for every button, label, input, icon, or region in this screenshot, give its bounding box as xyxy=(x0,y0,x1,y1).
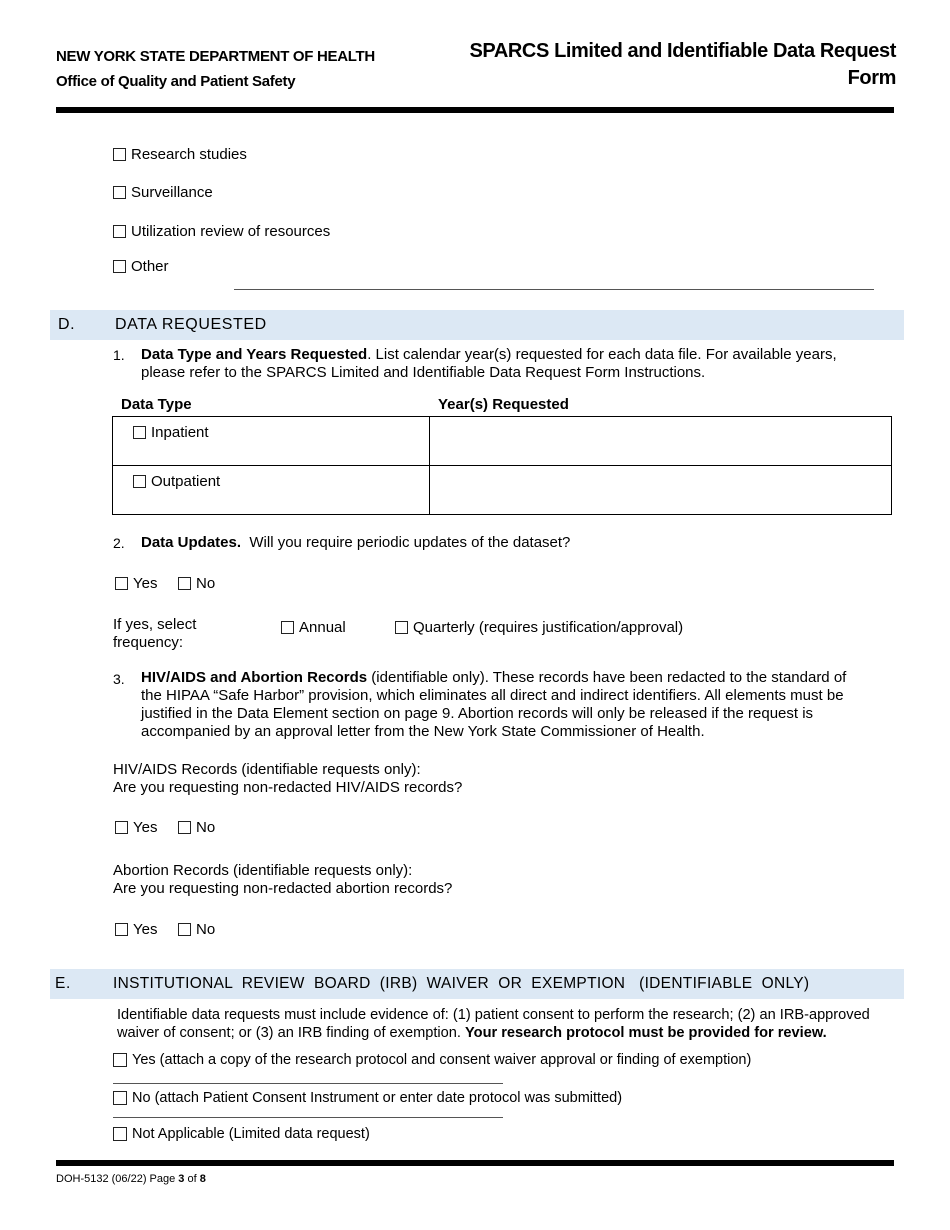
purpose-research[interactable] xyxy=(113,146,247,163)
outpatient-label: Outpatient xyxy=(151,473,221,490)
page-of: of xyxy=(184,1173,200,1185)
research-studies-checkbox[interactable] xyxy=(113,148,126,161)
frequency-annual[interactable] xyxy=(281,619,346,636)
hiv-yes-label: Yes xyxy=(133,819,158,836)
frequency-quarterly[interactable] xyxy=(395,619,683,636)
page-number: 3 xyxy=(178,1173,185,1185)
inpatient-label: Inpatient xyxy=(151,424,209,441)
irb-na-label: Not Applicable (Limited data request) xyxy=(132,1126,370,1142)
item3-line2: the HIPAA “Safe Harbor” provision, which eliminates all direct and indirect identifiers. All elements must be xyxy=(141,687,844,704)
item3-number: 3. xyxy=(113,671,125,687)
irb-na[interactable] xyxy=(113,1126,370,1142)
page-total: 8 xyxy=(199,1173,206,1185)
table-row xyxy=(113,466,892,515)
item1-number: 1. xyxy=(113,347,125,363)
updates-yes-label: Yes xyxy=(133,575,158,592)
hiv-yes-checkbox[interactable] xyxy=(115,821,128,834)
abortion-no[interactable] xyxy=(178,921,215,938)
updates-no-checkbox[interactable] xyxy=(178,577,191,590)
hiv-no[interactable] xyxy=(178,819,215,836)
quarterly-checkbox[interactable] xyxy=(395,621,408,634)
abortion-line2: Are you requesting non-redacted abortion records? xyxy=(113,880,453,897)
frequency-label-line1: If yes, select xyxy=(113,616,197,633)
form-title-line1: SPARCS Limited and Identifiable Data Request xyxy=(469,40,896,62)
item3-line3: justified in the Data Element section on page 9. Abortion records will only be released if the request is xyxy=(141,705,814,722)
updates-yes-checkbox[interactable] xyxy=(115,577,128,590)
form-title xyxy=(469,38,896,92)
section-d-header xyxy=(50,310,904,340)
outpatient-cell xyxy=(113,466,430,515)
hiv-yes[interactable] xyxy=(115,819,157,836)
header-rule xyxy=(56,107,894,113)
annual-checkbox[interactable] xyxy=(281,621,294,634)
research-studies-label: Research studies xyxy=(131,146,247,163)
abortion-yes-label: Yes xyxy=(133,921,158,938)
item2-question: Will you require periodic updates of the dataset? xyxy=(249,534,571,551)
updates-yes[interactable] xyxy=(115,575,157,592)
item3-line4: accompanied by an approval letter from the New York State Commissioner of Health. xyxy=(141,723,705,740)
hiv-no-checkbox[interactable] xyxy=(178,821,191,834)
quarterly-label: Quarterly (requires justification/approval) xyxy=(413,619,684,636)
purpose-surveillance[interactable] xyxy=(113,184,213,201)
data-type-header: Data Type xyxy=(121,396,192,413)
section-e-letter: E. xyxy=(55,975,71,992)
abortion-no-label: No xyxy=(196,921,216,938)
utilization-review-label: Utilization review of resources xyxy=(131,223,331,240)
abortion-yes-checkbox[interactable] xyxy=(115,923,128,936)
irb-intro xyxy=(117,1006,947,1042)
inpatient-years-field[interactable] xyxy=(430,417,892,466)
hiv-no-label: No xyxy=(196,819,216,836)
irb-intro-line1: Identifiable data requests must include evidence of: (1) patient consent to perform the research; (2) an IRB-approved xyxy=(117,1007,870,1023)
section-e-header xyxy=(50,969,904,999)
frequency-label-line2: frequency: xyxy=(113,634,184,651)
hiv-line1: HIV/AIDS Records (identifiable requests only): xyxy=(113,761,421,778)
frequency-label xyxy=(113,616,196,652)
annual-label: Annual xyxy=(299,619,346,636)
inpatient-checkbox[interactable] xyxy=(133,426,146,439)
item1-line1: . List calendar year(s) requested for each data file. For available years, xyxy=(367,346,837,363)
irb-no-label: No (attach Patient Consent Instrument or enter date protocol was submitted) xyxy=(132,1090,623,1106)
office-name: Office of Quality and Patient Safety xyxy=(56,73,296,90)
irb-no-checkbox[interactable] xyxy=(113,1091,127,1105)
other-specify-line[interactable] xyxy=(234,289,874,290)
other-checkbox[interactable] xyxy=(113,260,126,273)
years-requested-header: Year(s) Requested xyxy=(438,396,569,413)
item3-text xyxy=(141,669,911,741)
surveillance-checkbox[interactable] xyxy=(113,186,126,199)
purpose-other[interactable] xyxy=(113,258,169,275)
inpatient-cell xyxy=(113,417,430,466)
irb-yes[interactable] xyxy=(113,1052,751,1068)
page-footer xyxy=(56,1173,206,1185)
section-e-title: INSTITUTIONAL REVIEW BOARD (IRB) WAIVER OR EXEMPTION (IDENTIFIABLE ONLY) xyxy=(113,975,810,992)
table-row xyxy=(113,417,892,466)
form-id: DOH-5132 (06/22) Page xyxy=(56,1173,179,1185)
section-d-title: DATA REQUESTED xyxy=(115,316,267,333)
updates-no-label: No xyxy=(196,575,216,592)
abortion-question xyxy=(113,862,452,898)
hiv-line2: Are you requesting non-redacted HIV/AIDS records? xyxy=(113,779,463,796)
abortion-yes[interactable] xyxy=(115,921,157,938)
item1-text xyxy=(141,346,901,382)
utilization-review-checkbox[interactable] xyxy=(113,225,126,238)
abortion-line1: Abortion Records (identifiable requests only): xyxy=(113,862,413,879)
irb-intro-bold: Your research protocol must be provided for review. xyxy=(465,1025,827,1041)
purpose-utilization[interactable] xyxy=(113,223,330,240)
irb-yes-line[interactable] xyxy=(113,1083,503,1084)
item2-text xyxy=(141,534,570,552)
irb-no-line[interactable] xyxy=(113,1117,503,1118)
outpatient-years-field[interactable] xyxy=(430,466,892,515)
irb-na-checkbox[interactable] xyxy=(113,1127,127,1141)
item3-bold: HIV/AIDS and Abortion Records xyxy=(141,669,368,686)
irb-yes-label: Yes (attach a copy of the research protocol and consent waiver approval or finding of exemption) xyxy=(132,1052,752,1068)
item2-bold: Data Updates. xyxy=(141,534,242,551)
data-type-table xyxy=(112,416,892,515)
outpatient-checkbox[interactable] xyxy=(133,475,146,488)
surveillance-label: Surveillance xyxy=(131,184,213,201)
item1-bold: Data Type and Years Requested xyxy=(141,346,368,363)
section-d-letter: D. xyxy=(58,316,76,333)
footer-rule xyxy=(56,1160,894,1166)
item2-number: 2. xyxy=(113,535,125,551)
irb-no[interactable] xyxy=(113,1090,622,1106)
irb-intro-line2: waiver of consent; or (3) an IRB finding of exemption. xyxy=(117,1025,465,1041)
other-label: Other xyxy=(131,258,169,275)
hiv-question xyxy=(113,761,462,797)
item1-line2: please refer to the SPARCS Limited and Identifiable Data Request Form Instructions. xyxy=(141,364,706,381)
irb-yes-checkbox[interactable] xyxy=(113,1053,127,1067)
agency-header xyxy=(56,44,375,94)
form-title-line2: Form xyxy=(847,67,896,89)
updates-no[interactable] xyxy=(178,575,215,592)
agency-name: NEW YORK STATE DEPARTMENT OF HEALTH xyxy=(56,48,375,65)
abortion-no-checkbox[interactable] xyxy=(178,923,191,936)
item3-line1: (identifiable only). These records have been redacted to the standard of xyxy=(367,669,847,686)
